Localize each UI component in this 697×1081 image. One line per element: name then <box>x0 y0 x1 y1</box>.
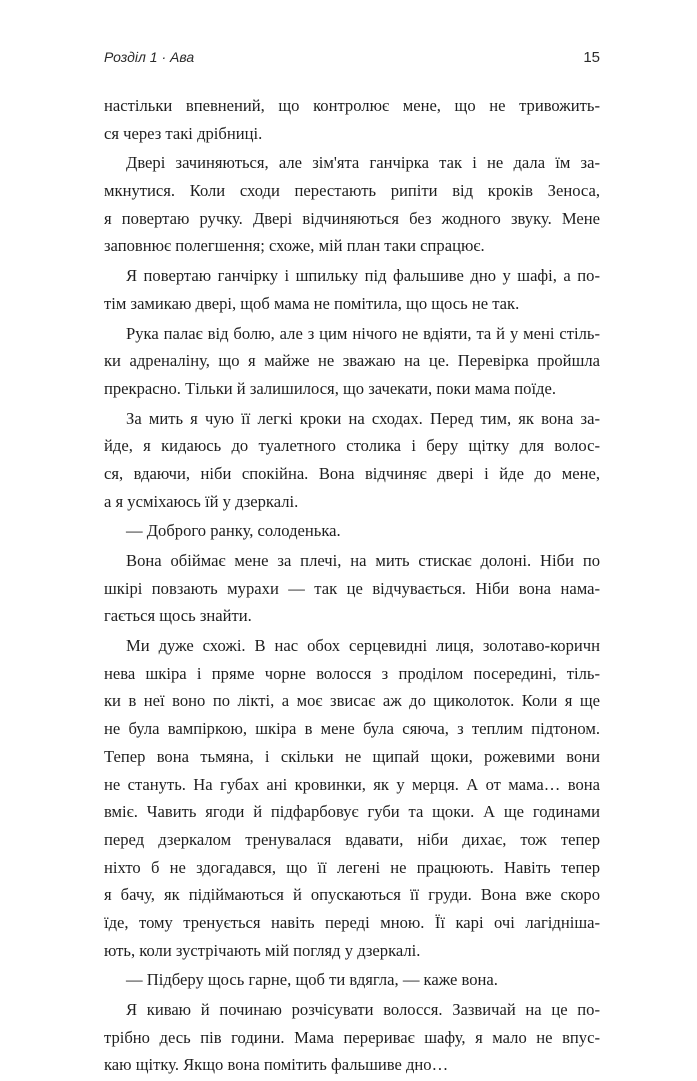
text-line: їде, тому тренується навіть переді мною. Її карі очі лагіднішa- <box>104 912 600 932</box>
text-line: Вона обіймає мене за плечі, на мить стискає долоні. Ніби по <box>126 551 600 570</box>
text-line: перед дзеркалом тренувалася вдавати, ніби дихає, тож тепер <box>104 829 600 849</box>
text-line: тім замикаю двері, щоб мама не помітила, що щось не так. <box>104 293 520 313</box>
paragraph <box>104 632 600 964</box>
text-line: заповнює полегшення; схоже, мій план таки спрацює. <box>104 236 485 256</box>
text-line: Двері зачиняються, але зім'ята ганчірка так і не дала їм за- <box>126 153 600 173</box>
paragraph <box>104 547 600 630</box>
chapter-title: Розділ 1 · Ава <box>104 49 195 65</box>
paragraph <box>104 405 600 516</box>
text-line: ніхто б не здогадався, що її легені не працюють. Навіть тепер <box>104 857 600 877</box>
text-line: прекрасно. Тільки й залишилося, що зачекати, поки мама поїде. <box>104 378 557 398</box>
text-line: шкірі повзають мурахи — так це відчувається. Ніби вона нама- <box>104 578 600 598</box>
text-line: каю щітку. Якщо вона помітить фальшиве дно… <box>104 1055 449 1075</box>
text-line: — Підберу щось гарне, щоб ти вдягла, — каже вона. <box>126 970 498 990</box>
text-line: настільки впевнений, що контролює мене, що не тривожить- <box>104 96 600 115</box>
text-line: Я киваю й починаю розчісувати волосся. Зазвичай на це по- <box>126 1000 600 1019</box>
text-line: вміє. Чавить ягоди й підфарбовує губи та щоки. А ще годинами <box>104 802 600 822</box>
text-line: ки в неї воно по лікті, а моє звисає аж до щиколоток. Коли я ще <box>104 691 600 711</box>
text-line: Ми дуже схожі. В нас обох серцевидні лиця, золотаво-коричн <box>126 636 600 656</box>
body-text <box>104 92 600 1081</box>
text-line: ки адреналіну, що я майже не зважаю на це. Перевірка пройшла <box>104 351 600 371</box>
text-line: Рука палає від болю, але з цим нічого не вдіяти, та й у мені стіль- <box>126 323 600 343</box>
text-line: Тепер вона тьмяна, і скільки не щипай щоки, рожевими вони <box>104 746 600 766</box>
text-line: а я усміхаюсь їй у дзеркалі. <box>104 491 299 511</box>
paragraph <box>104 517 600 545</box>
paragraph <box>104 966 600 994</box>
running-header <box>104 49 600 71</box>
text-line: йде, я кидаюсь до туалетного столика і беру щітку для волос- <box>104 436 600 456</box>
page-number: 15 <box>583 49 600 66</box>
text-line: трібно десь пів години. Мама перериває шафу, я мало не впус- <box>104 1027 600 1047</box>
text-line: ся через такі дрібниці. <box>104 123 263 143</box>
text-line: не була вампіркою, шкіра в мене була сяюча, з теплим підтоном. <box>104 719 600 739</box>
text-line: ють, коли зустрічають мій погляд у дзеркалі. <box>104 940 421 960</box>
paragraph <box>104 92 600 147</box>
text-line: нева шкіра і пряме чорне волосся з проділом посередині, тіль- <box>104 663 600 683</box>
text-line: я повертаю ручку. Двері відчиняються без жодного звуку. Мене <box>104 208 600 228</box>
text-line: Я повертаю ганчірку і шпильку під фальшиве дно у шафі, а по- <box>126 266 600 286</box>
text-line: мкнутися. Коли сходи перестають рипіти від кроків Зеноса, <box>104 181 600 201</box>
text-line: За мить я чую її легкі кроки на сходах. Перед тим, як вона за- <box>126 408 600 428</box>
text-line: — Доброго ранку, солоденька. <box>126 521 341 541</box>
text-line: я бачу, як підіймаються й опускаються її груди. Вона вже скоро <box>104 885 600 905</box>
paragraph <box>104 320 600 403</box>
paragraph <box>104 149 600 260</box>
paragraph <box>104 262 600 317</box>
paragraph <box>104 996 600 1079</box>
text-line: ся, вдаючи, ніби спокійна. Вона відчиняє двері і йде до мене, <box>104 463 600 483</box>
text-line: не стануть. На губах ані кровинки, як у мерця. А от мама… вона <box>104 774 600 794</box>
text-line: гається щось знайти. <box>104 606 252 626</box>
